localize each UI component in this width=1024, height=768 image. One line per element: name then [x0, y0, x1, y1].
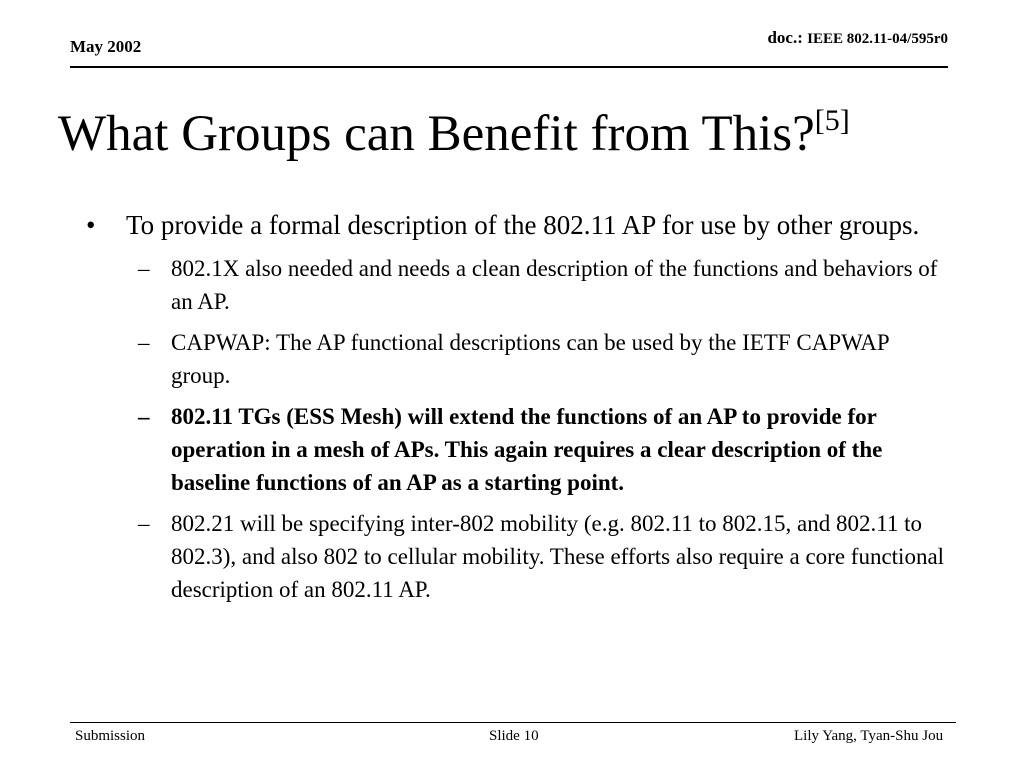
footer-rule [70, 722, 956, 723]
sub-bullet-item [80, 326, 950, 392]
footer-authors: Lily Yang, Tyan-Shu Jou [794, 728, 944, 744]
sub-bullet-text: 802.11 TGs (ESS Mesh) will extend the functions of an AP to provide for operation in a mesh of APs. This again requires a clear description of the baseline functions of an AP as a starting point. [171, 404, 883, 495]
doc-label: doc.: [767, 28, 803, 47]
sub-bullet-item [80, 252, 950, 318]
dash-mark: – [138, 256, 150, 281]
sub-bullet-text: CAPWAP: The AP functional descriptions can be used by the IETF CAPWAP group. [171, 330, 889, 388]
sub-bullet-text: 802.21 will be specifying inter-802 mobility (e.g. 802.11 to 802.15, and 802.11 to 802.3), and also 802 to cellular mobility. These efforts also require a core functional description of an 802.11 AP. [171, 511, 945, 602]
header-rule [70, 66, 948, 68]
bullet-text: To provide a formal description of the 802.11 AP for use by other groups. [126, 210, 920, 240]
title-reference: [5] [814, 104, 850, 137]
sub-bullet-text: 802.1X also needed and needs a clean description of the functions and behaviors of an AP. [171, 256, 938, 314]
footer-submission: Submission [75, 728, 146, 744]
bullet-item [80, 205, 950, 246]
dash-mark: – [138, 404, 150, 429]
sub-bullet-item-emphasized [80, 400, 950, 499]
slide-title [58, 104, 850, 162]
footer-slide-number: Slide 10 [489, 728, 539, 744]
slide-body [80, 205, 950, 614]
title-text: What Groups can Benefit from This? [58, 106, 815, 162]
dash-mark: – [138, 511, 150, 536]
dash-mark: – [138, 330, 150, 355]
bullet-mark: • [86, 210, 96, 240]
doc-number: IEEE 802.11-04/595r0 [807, 31, 948, 47]
sub-bullet-item [80, 507, 950, 606]
header-doc-id [767, 28, 948, 48]
header-date: May 2002 [70, 37, 142, 56]
